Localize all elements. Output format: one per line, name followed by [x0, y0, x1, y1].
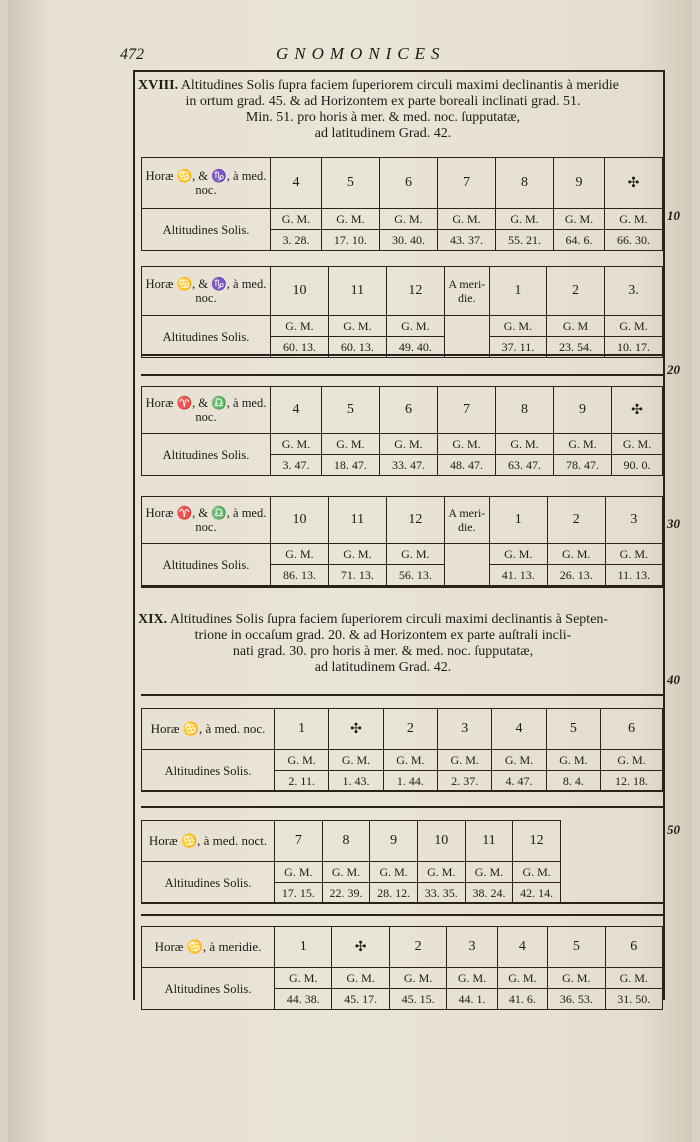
hour-cell: 9 — [554, 158, 605, 209]
value-cell: 42. 14. — [513, 883, 561, 904]
section-18-line-3: Min. 51. pro horis à mer. & med. noc. ſupputatæ, — [245, 110, 521, 125]
unit-cell: G. M. — [496, 434, 554, 455]
value-cell: 43. 37. — [437, 230, 495, 251]
margin-number-40: 40 — [667, 672, 680, 687]
unit-cell: G. M. — [554, 209, 605, 230]
hour-cell: 5 — [548, 927, 605, 968]
hour-cell: 6 — [605, 927, 662, 968]
frame-left-rule — [133, 70, 135, 1000]
hours-label: Horæ ♋, & ♑, à med. noc. — [142, 158, 271, 209]
hour-cell: 5 — [546, 709, 600, 750]
hour-cell: 4 — [492, 709, 546, 750]
hour-cell: 9 — [554, 387, 612, 434]
hour-cell: 12 — [386, 497, 444, 544]
unit-cell: G. M. — [379, 434, 437, 455]
frame-right-rule — [663, 70, 665, 1000]
value-cell: 45. 15. — [389, 989, 446, 1010]
frame-top-rule — [133, 70, 665, 72]
value-cell: 64. 6. — [554, 230, 605, 251]
unit-cell: G. M. — [329, 750, 383, 771]
value-cell: 71. 13. — [328, 565, 386, 586]
margin-number-10: 10 — [667, 208, 680, 223]
section-18-line-2: in ortum grad. 45. & ad Horizontem ex parte boreali inclinati grad. 51. — [185, 94, 581, 109]
altitudes-label: Altitudines Solis. — [142, 544, 271, 586]
unit-cell: G. M. — [605, 968, 662, 989]
value-cell: 49. 40. — [386, 337, 444, 358]
value-cell: 90. 0. — [612, 455, 663, 476]
unit-cell: G. M. — [548, 968, 605, 989]
hour-cell: 7 — [275, 821, 323, 862]
value-cell: 66. 30. — [604, 230, 662, 251]
value-cell: 28. 12. — [370, 883, 418, 904]
section-19-numeral: XIX. — [138, 612, 168, 627]
hour-cell: 2 — [547, 267, 605, 316]
altitudes-label: Altitudines Solis. — [142, 434, 271, 476]
unit-cell: G. M. — [328, 316, 386, 337]
value-cell: 26. 13. — [547, 565, 605, 586]
hour-cell: A meri- die. — [444, 497, 489, 544]
value-cell: 44. 1. — [447, 989, 497, 1010]
unit-cell: G. M. — [271, 316, 329, 337]
hour-cell: 6 — [601, 709, 663, 750]
hours-label: Horæ ♋, à med. noct. — [142, 821, 275, 862]
altitudes-label: Altitudines Solis. — [142, 968, 275, 1010]
hour-cell: 6 — [379, 158, 437, 209]
unit-cell: G. M. — [275, 862, 323, 883]
unit-cell: G. M. — [386, 316, 444, 337]
unit-cell — [444, 544, 489, 586]
unit-cell: G. M. — [417, 862, 465, 883]
hour-cell: 1 — [275, 709, 329, 750]
unit-cell: G. M. — [271, 434, 322, 455]
hour-cell: 2 — [383, 709, 437, 750]
value-cell: 44. 38. — [275, 989, 332, 1010]
value-cell: 1. 44. — [383, 771, 437, 792]
hour-cell: 7 — [437, 387, 495, 434]
table-divider — [141, 354, 663, 376]
hour-cell: 10 — [417, 821, 465, 862]
hour-cell: ✣ — [329, 709, 383, 750]
section-19-line-2: trione in occaſum grad. 20. & ad Horizontem ex parte auſtrali incli- — [194, 628, 572, 643]
unit-cell: G. M. — [554, 434, 612, 455]
book-page — [8, 0, 692, 1142]
unit-cell: G. M — [547, 316, 605, 337]
hour-cell: 1 — [489, 267, 546, 316]
margin-number-50: 50 — [667, 822, 680, 837]
value-cell: 17. 15. — [275, 883, 323, 904]
unit-cell: G. M. — [497, 968, 547, 989]
hour-cell: ✣ — [604, 158, 662, 209]
section-divider — [141, 586, 663, 588]
hour-cell: 6 — [379, 387, 437, 434]
section-19-top-rule — [141, 694, 663, 696]
value-cell: 11. 13. — [605, 565, 662, 586]
altitudes-label: Altitudines Solis. — [142, 862, 275, 904]
unit-cell: G. M. — [492, 750, 546, 771]
value-cell: 38. 24. — [465, 883, 513, 904]
section-18-line-1: Altitudines Solis ſupra faciem ſuperiorem circuli maximi declinantis à meridie — [180, 78, 619, 93]
altitudes-label: Altitudines Solis. — [142, 316, 271, 358]
hours-label: Horæ ♋, à meridie. — [142, 927, 275, 968]
unit-cell: G. M. — [370, 862, 418, 883]
unit-cell: G. M. — [437, 434, 495, 455]
altitudes-label: Altitudines Solis. — [142, 750, 275, 792]
section-19-line-3: nati grad. 30. pro horis à mer. & med. noc. ſupputatæ, — [232, 644, 534, 659]
table-cancer-night-late — [141, 820, 561, 904]
hour-cell: ✣ — [332, 927, 389, 968]
value-cell: 10. 17. — [605, 337, 663, 358]
unit-cell: G. M. — [465, 862, 513, 883]
unit-cell: G. M. — [386, 544, 444, 565]
unit-cell: G. M. — [379, 209, 437, 230]
running-title: GNOMONICES — [276, 44, 446, 63]
unit-cell: G. M. — [605, 544, 662, 565]
value-cell: 86. 13. — [271, 565, 329, 586]
hour-cell: 4 — [271, 158, 322, 209]
value-cell: 56. 13. — [386, 565, 444, 586]
value-cell: 33. 47. — [379, 455, 437, 476]
value-cell: 36. 53. — [548, 989, 605, 1010]
hour-cell: 3 — [438, 709, 492, 750]
section-18-line-4: ad latitudinem Grad. 42. — [314, 126, 452, 141]
altitudes-label: Altitudines Solis. — [142, 209, 271, 251]
table-divider — [141, 902, 663, 916]
hours-label: Horæ ♈, & ♎, à med. noc. — [142, 497, 271, 544]
table-cancer-night-early — [141, 708, 663, 792]
hour-cell: 11 — [465, 821, 513, 862]
value-cell: 48. 47. — [437, 455, 495, 476]
hours-label: Horæ ♈, & ♎, à med. noc. — [142, 387, 271, 434]
unit-cell: G. M. — [612, 434, 663, 455]
hour-cell: 8 — [322, 821, 370, 862]
hour-cell: 10 — [271, 497, 329, 544]
table-cancer-capricorn-midday — [141, 266, 663, 358]
value-cell: 30. 40. — [379, 230, 437, 251]
hour-cell: 1 — [275, 927, 332, 968]
value-cell: 63. 47. — [496, 455, 554, 476]
hour-cell: 8 — [496, 158, 554, 209]
value-cell: 22. 39. — [322, 883, 370, 904]
value-cell: 41. 13. — [489, 565, 547, 586]
unit-cell: G. M. — [489, 316, 546, 337]
unit-cell: G. M. — [275, 750, 329, 771]
margin-number-30: 30 — [667, 516, 680, 531]
table-divider — [141, 790, 663, 808]
value-cell: 1. 43. — [329, 771, 383, 792]
value-cell: 3. 28. — [271, 230, 322, 251]
unit-cell: G. M. — [496, 209, 554, 230]
unit-cell: G. M. — [447, 968, 497, 989]
value-cell: 4. 47. — [492, 771, 546, 792]
hour-cell: 3 — [447, 927, 497, 968]
value-cell: 12. 18. — [601, 771, 663, 792]
table-aries-libra-morning — [141, 386, 663, 476]
hour-cell: 2 — [389, 927, 446, 968]
margin-number-20: 20 — [667, 362, 680, 377]
hours-label: Horæ ♋, à med. noc. — [142, 709, 275, 750]
hour-cell: 4 — [271, 387, 322, 434]
hour-cell: 3 — [605, 497, 662, 544]
table-aries-libra-midday — [141, 496, 663, 586]
hour-cell: 4 — [497, 927, 547, 968]
unit-cell: G. M. — [438, 750, 492, 771]
hour-cell: 12 — [513, 821, 561, 862]
value-cell: 18. 47. — [321, 455, 379, 476]
value-cell: 78. 47. — [554, 455, 612, 476]
table-cancer-capricorn-morning — [141, 157, 663, 251]
unit-cell: G. M. — [275, 968, 332, 989]
value-cell: 60. 13. — [328, 337, 386, 358]
hours-label: Horæ ♋, & ♑, à med. noc. — [142, 267, 271, 316]
value-cell: 3. 47. — [271, 455, 322, 476]
unit-cell: G. M. — [321, 434, 379, 455]
section-18-numeral: XVIII. — [138, 78, 179, 93]
value-cell: 60. 13. — [271, 337, 329, 358]
value-cell: 31. 50. — [605, 989, 662, 1010]
unit-cell: G. M. — [271, 209, 322, 230]
value-cell: 55. 21. — [496, 230, 554, 251]
unit-cell: G. M. — [383, 750, 437, 771]
value-cell: 37. 11. — [489, 337, 546, 358]
hour-cell: A meri- die. — [444, 267, 489, 316]
section-18-heading — [138, 78, 628, 142]
section-19-line-4: ad latitudinem Grad. 42. — [314, 660, 452, 675]
value-cell: 41. 6. — [497, 989, 547, 1010]
unit-cell — [444, 316, 489, 358]
unit-cell: G. M. — [547, 544, 605, 565]
page-number: 472 — [120, 46, 144, 63]
value-cell: 2. 11. — [275, 771, 329, 792]
hour-cell: 8 — [496, 387, 554, 434]
unit-cell: G. M. — [332, 968, 389, 989]
section-19-line-1: Altitudines Solis ſupra faciem ſuperiorem circuli maximi declinantis à Septen- — [169, 612, 609, 627]
hour-cell: 11 — [328, 497, 386, 544]
unit-cell: G. M. — [513, 862, 561, 883]
hour-cell: 10 — [271, 267, 329, 316]
unit-cell: G. M. — [604, 209, 662, 230]
value-cell: 33. 35. — [417, 883, 465, 904]
unit-cell: G. M. — [489, 544, 547, 565]
hour-cell: 5 — [321, 387, 379, 434]
hour-cell: 3. — [605, 267, 663, 316]
hour-cell: 7 — [437, 158, 495, 209]
value-cell: 23. 54. — [547, 337, 605, 358]
unit-cell: G. M. — [321, 209, 379, 230]
hour-cell: 9 — [370, 821, 418, 862]
hour-cell: 5 — [321, 158, 379, 209]
value-cell: 8. 4. — [546, 771, 600, 792]
unit-cell: G. M. — [322, 862, 370, 883]
hour-cell: 2 — [547, 497, 605, 544]
unit-cell: G. M. — [389, 968, 446, 989]
unit-cell: G. M. — [601, 750, 663, 771]
value-cell: 17. 10. — [321, 230, 379, 251]
unit-cell: G. M. — [271, 544, 329, 565]
value-cell: 2. 37. — [438, 771, 492, 792]
section-19-heading — [138, 612, 628, 676]
unit-cell: G. M. — [328, 544, 386, 565]
table-cancer-afternoon — [141, 926, 663, 1010]
value-cell: 45. 17. — [332, 989, 389, 1010]
hour-cell: 12 — [386, 267, 444, 316]
hour-cell: ✣ — [612, 387, 663, 434]
unit-cell: G. M. — [437, 209, 495, 230]
hour-cell: 11 — [328, 267, 386, 316]
hour-cell: 1 — [489, 497, 547, 544]
unit-cell: G. M. — [546, 750, 600, 771]
unit-cell: G. M. — [605, 316, 663, 337]
